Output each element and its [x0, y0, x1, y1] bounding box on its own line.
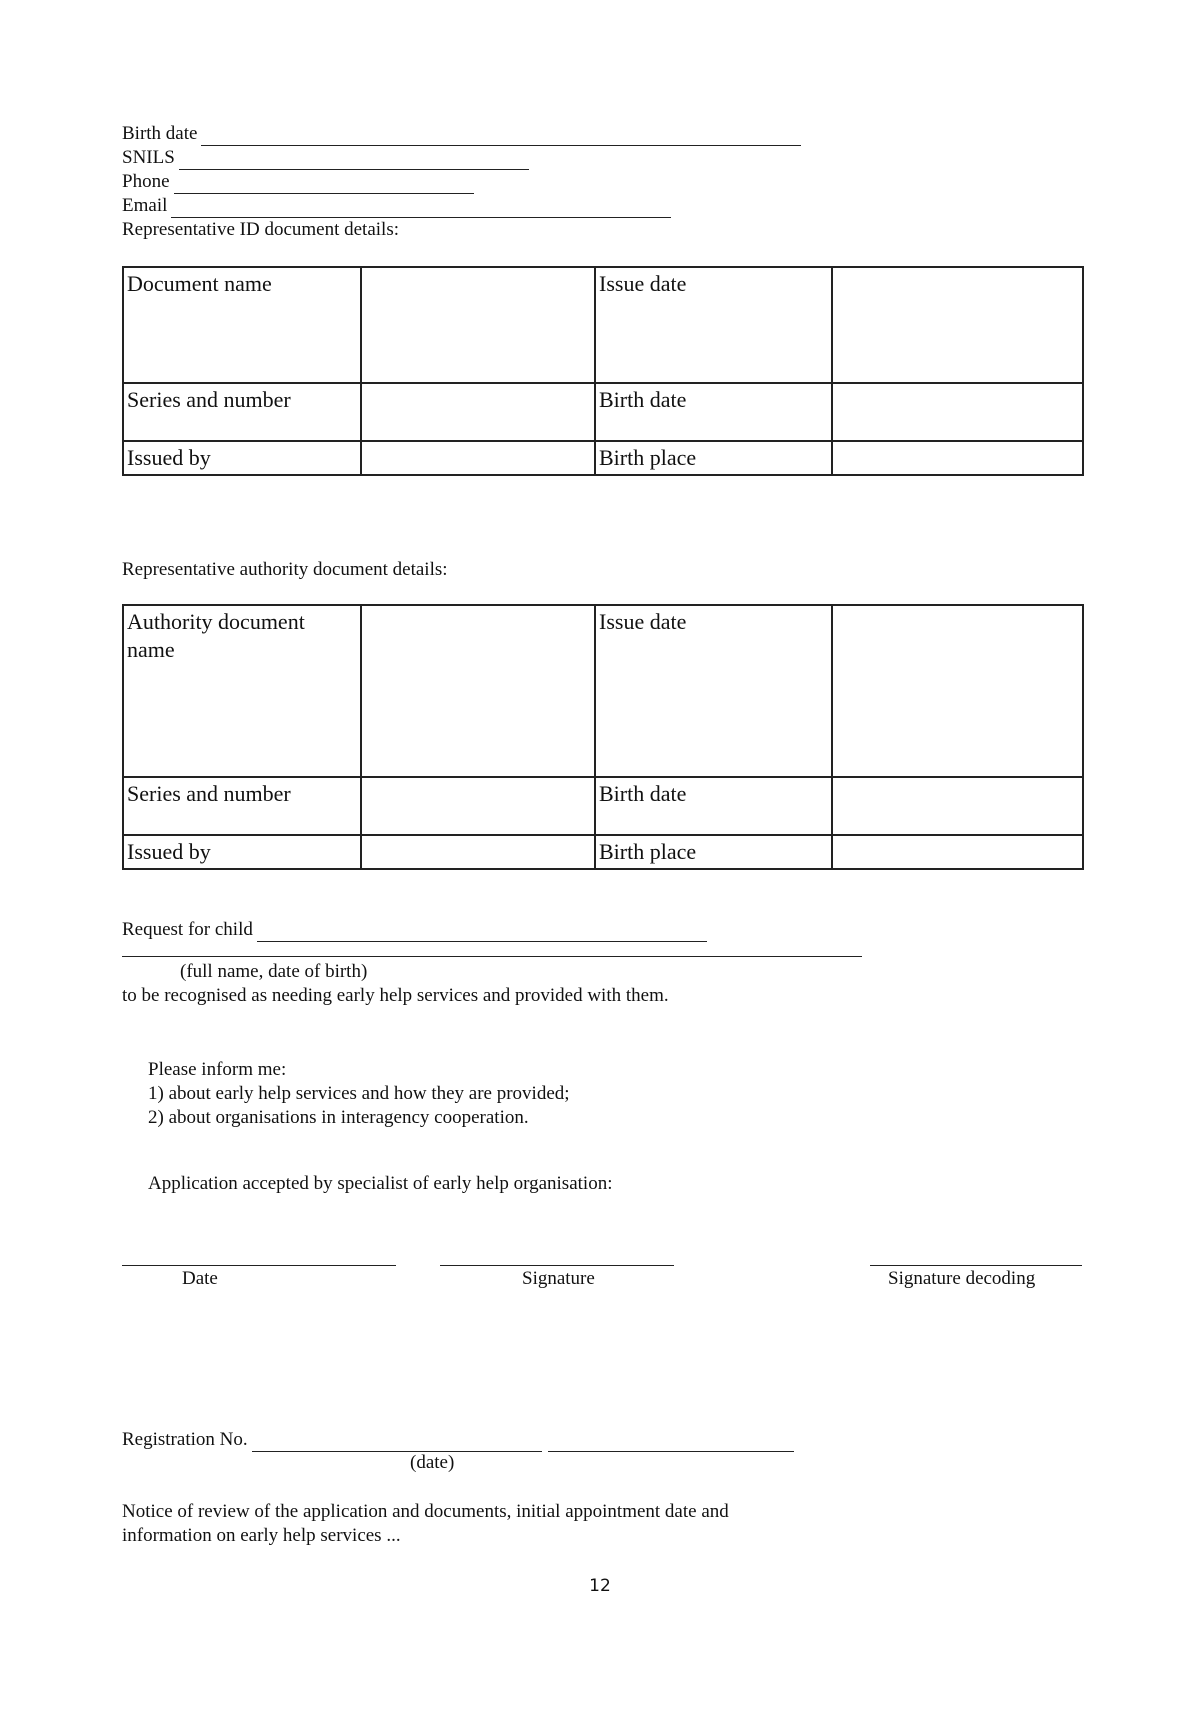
request-need-text: to be recognised as needing early help services and provided with them.: [122, 985, 669, 1006]
id-document-table: [122, 266, 1084, 476]
id-series-number-label: Series and number: [123, 383, 361, 441]
authority-section-heading: Representative authority document details:: [122, 559, 448, 580]
auth-series-number-label: Series and number: [123, 777, 361, 835]
table-row: [123, 777, 1083, 835]
id-birth-place-value[interactable]: [832, 441, 1083, 475]
child-request-label: Request for child: [122, 919, 253, 940]
auth-birth-place-label: Birth place: [595, 835, 832, 869]
registration-date-caption: (date): [410, 1452, 455, 1473]
id-issued-by-value[interactable]: [361, 441, 595, 475]
registration-date-field[interactable]: [548, 1433, 794, 1452]
email-field[interactable]: [171, 199, 671, 218]
decoding-signature-label: Signature decoding: [888, 1268, 1036, 1289]
auth-birth-place-value[interactable]: [832, 835, 1083, 869]
table-row: [123, 605, 1083, 777]
auth-issue-date-label: Issue date: [595, 605, 832, 777]
birth-date-field[interactable]: [201, 127, 801, 146]
child-name-line[interactable]: [122, 956, 862, 957]
registration-number-field[interactable]: [252, 1433, 542, 1452]
id-issue-date-label: Issue date: [595, 267, 832, 383]
notice-text: Notice of review of the application and documents, initial appointment date and information on early help services ...: [122, 1501, 729, 1546]
id-birth-place-label: Birth place: [595, 441, 832, 475]
authority-document-table: [122, 604, 1084, 870]
id-doc-name-value[interactable]: [361, 267, 595, 383]
table-row: [123, 267, 1083, 383]
snils-row: [122, 146, 1082, 170]
id-doc-name-label: Document name: [123, 267, 361, 383]
inform-item-1: 1) about early help services and how they are provided;: [148, 1083, 570, 1104]
id-series-number-value[interactable]: [361, 383, 595, 441]
phone-field[interactable]: [174, 175, 474, 194]
table-row: [123, 835, 1083, 869]
birth-date-label: Birth date: [122, 123, 198, 144]
signature-label: Signature: [522, 1268, 595, 1289]
auth-birth-date-label: Birth date: [595, 777, 832, 835]
phone-row: [122, 170, 1082, 194]
email-label: Email: [122, 195, 168, 216]
phone-label: Phone: [122, 171, 170, 192]
registration-label: Registration No.: [122, 1429, 248, 1450]
signature-line[interactable]: [440, 1265, 674, 1266]
snils-label: SNILS: [122, 147, 175, 168]
decoding-signature-line[interactable]: [870, 1265, 1082, 1266]
id-birth-date-value[interactable]: [832, 383, 1083, 441]
page-number: 12: [589, 1576, 611, 1596]
child-request-row: [122, 918, 1082, 942]
auth-doc-name-value[interactable]: [361, 605, 595, 777]
id-issue-date-value[interactable]: [832, 267, 1083, 383]
auth-issued-by-value[interactable]: [361, 835, 595, 869]
snils-field[interactable]: [179, 151, 529, 170]
inform-intro: Please inform me:: [148, 1059, 287, 1080]
inform-item-2: 2) about organisations in interagency cooperation.: [148, 1107, 529, 1128]
date-signature-label: Date: [182, 1268, 218, 1289]
auth-issued-by-label: Issued by: [123, 835, 361, 869]
id-section-heading: Representative ID document details:: [122, 219, 399, 240]
accepted-text: Application accepted by specialist of early help organisation:: [148, 1173, 613, 1194]
table-row: [123, 383, 1083, 441]
birth-date-row: [122, 122, 1082, 146]
registration-row: [122, 1428, 1082, 1452]
child-name-field[interactable]: [257, 923, 707, 942]
contact-fields: [122, 122, 1082, 242]
id-issued-by-label: Issued by: [123, 441, 361, 475]
inform-block: [122, 1058, 842, 1130]
auth-birth-date-value[interactable]: [832, 777, 1083, 835]
auth-series-number-value[interactable]: [361, 777, 595, 835]
email-row: [122, 194, 1082, 218]
table-row: [123, 441, 1083, 475]
date-signature-line[interactable]: [122, 1265, 396, 1266]
auth-issue-date-value[interactable]: [832, 605, 1083, 777]
child-caption: (full name, date of birth): [180, 961, 368, 982]
auth-doc-name-label: Authority document name: [123, 605, 361, 777]
id-birth-date-label: Birth date: [595, 383, 832, 441]
